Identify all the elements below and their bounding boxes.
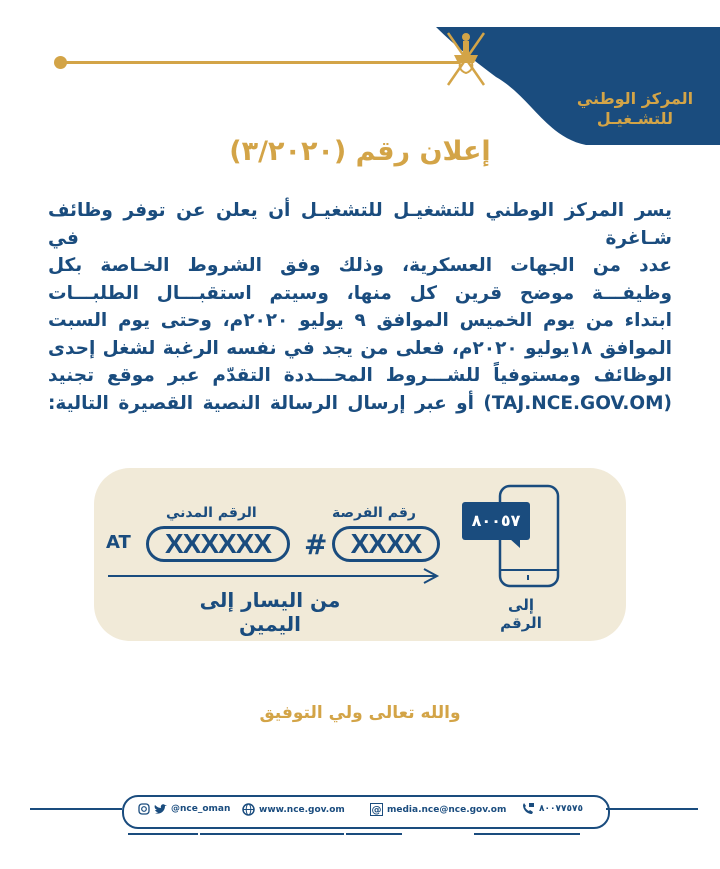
to-number-label: إلى الرقم [500, 596, 542, 632]
logo-panel [436, 27, 720, 145]
civil-number-field: XXXXXX [146, 526, 290, 562]
footer-divider-right [606, 808, 698, 810]
khanjar-emblem-icon [436, 27, 496, 89]
announcement-body [48, 197, 672, 417]
globe-icon [242, 803, 255, 816]
twitter-icon[interactable] [154, 804, 167, 815]
direction-note: من اليسار إلى اليمين [199, 588, 341, 636]
opportunity-number-label: رقم الفرصة [332, 505, 416, 521]
footer-underline [128, 833, 198, 835]
opportunity-number-field: XXXX [332, 526, 440, 562]
separator-hash: # [304, 528, 328, 561]
logo-name-line1: المركز الوطني [576, 89, 694, 108]
footer-divider-left [30, 808, 122, 810]
civil-number-label: الرقم المدني [166, 505, 257, 521]
footer-underline [346, 833, 402, 835]
announcement-title: إعلان رقم (٣/٢٠٢٠) [229, 136, 491, 167]
phone-icon [522, 803, 535, 815]
body-line: الوظائف ومستوفياً للشـــروط المحـــددة التقدّم عبر موقع تجنيد [48, 365, 672, 386]
email-link[interactable]: media.nce@nce.gov.om [387, 804, 507, 815]
social-handle: @nce_oman [171, 804, 231, 814]
phone-contact[interactable] [522, 803, 583, 815]
body-line: وظيفـــة موضح قرين كل منها، وسيتم استقبـــال الطلبـــات [48, 282, 672, 304]
body-line: الموافق ١٨يوليو ٢٠٢٠م، فعلى من يجد في نفسه الرغبة لشغل إحدى [48, 337, 672, 359]
email-at-icon [370, 803, 383, 816]
decorative-line [60, 61, 460, 64]
phone-number[interactable]: ٨٠٠٧٧٥٧٥ [539, 804, 583, 814]
email-contact[interactable] [370, 803, 506, 816]
sms-prefix: AT [106, 532, 131, 553]
logo-name-line2: للتشـغيـل [596, 109, 674, 128]
sms-number-bubble: ٨٠٠٥٧ [462, 502, 530, 540]
body-line: يسر المركز الوطني للتشغيـل للتشغيـل أن يعلن عن توفر وظائف شـاغرة في [48, 200, 672, 249]
right-arrow-icon [108, 568, 440, 584]
footer-underline [474, 833, 580, 835]
footer-underline [200, 833, 344, 835]
social-contact[interactable] [138, 803, 230, 815]
svg-text:@: @ [371, 805, 382, 816]
body-line: عدد من الجهات العسكرية، وذلك وفق الشروط الخـاصة بكل [48, 255, 672, 276]
body-line: ابتداء من يوم الخميس الموافق ٩ يوليو ٢٠٢٠م، وحتى يوم السبت [48, 310, 672, 331]
body-line: (TAJ.NCE.GOV.OM) أو عبر إرسال الرسالة النصية القصيرة التالية: [48, 392, 672, 414]
instagram-icon[interactable] [138, 803, 150, 815]
website-link[interactable]: www.nce.gov.om [259, 804, 345, 815]
website-contact[interactable] [242, 803, 345, 816]
closing-text: والله تعالى ولي التوفيق [259, 703, 461, 723]
bubble-tail-icon [510, 539, 522, 549]
